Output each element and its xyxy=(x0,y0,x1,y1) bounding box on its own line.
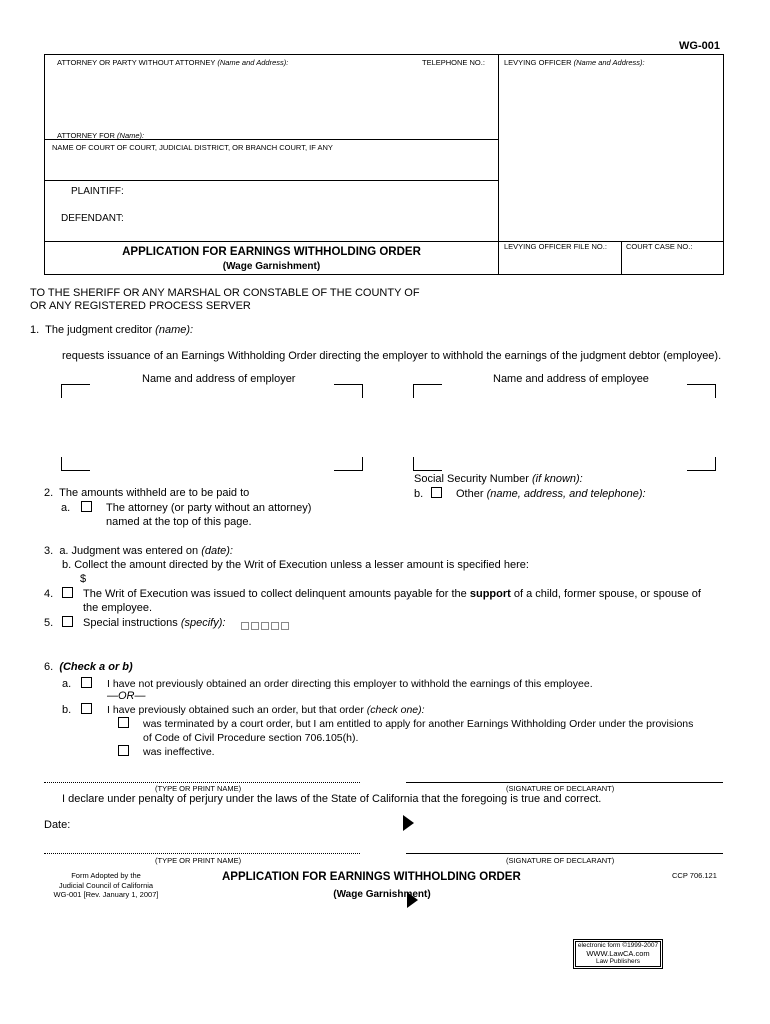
caption-title: APPLICATION FOR EARNINGS WITHHOLDING ORDER xyxy=(122,246,421,258)
item6b2-checkbox[interactable] xyxy=(118,745,129,756)
employer-address-field[interactable] xyxy=(66,390,358,465)
item5-checkbox[interactable] xyxy=(62,616,73,627)
eform-badge xyxy=(573,939,663,969)
court-case-label: COURT CASE NO.: xyxy=(626,242,693,251)
plaintiff-label: PLAINTIFF: xyxy=(71,186,124,197)
item6a-checkbox[interactable] xyxy=(81,677,92,688)
item4-checkbox[interactable] xyxy=(62,587,73,598)
item6b1-line1: was terminated by a court order, but I am entitled to apply for another Earnings Withholding Order under the provisions xyxy=(143,718,694,730)
levying-officer-label: LEVYING OFFICER (Name and Address): xyxy=(504,58,645,67)
or-separator: —OR— xyxy=(107,690,146,702)
item6a-letter: a. xyxy=(62,678,72,690)
item4-line2: the employee. xyxy=(83,602,153,614)
item3a: 3. a. Judgment was entered on (date): xyxy=(44,545,233,557)
item2a-line1: The attorney (or party without an attorney) xyxy=(106,502,312,514)
name-line-1[interactable] xyxy=(44,782,360,783)
item2b-checkbox[interactable] xyxy=(431,487,442,498)
item5-num: 5. xyxy=(44,617,54,629)
item1: 1. The judgment creditor (name): xyxy=(30,324,194,336)
item2: 2. The amounts withheld are to be paid to xyxy=(44,487,250,499)
arrow-icon xyxy=(403,815,414,831)
type-print-name-2: (TYPE OR PRINT NAME) xyxy=(155,856,242,865)
signature-declarant-1: (SIGNATURE OF DECLARANT) xyxy=(506,784,615,793)
to-sheriff-line1: TO THE SHERIFF OR ANY MARSHAL OR CONSTABLE OF THE COUNTY OF xyxy=(30,287,420,299)
arrow-icon xyxy=(407,892,418,908)
caption-subtitle: (Wage Garnishment) xyxy=(222,261,321,272)
amount-dollar: $ xyxy=(80,573,87,585)
item4-text: The Writ of Execution was issued to collect delinquent amounts payable for the support of a child, former spouse, or spouse of xyxy=(83,588,701,600)
footer-subtitle: (Wage Garnishment) xyxy=(333,889,431,900)
form-number: WG-001 xyxy=(679,40,720,52)
eform-line3: Law Publishers xyxy=(595,958,641,965)
item2b-letter: b. xyxy=(414,488,424,500)
item6b-checkbox[interactable] xyxy=(81,703,92,714)
signature-line-1[interactable] xyxy=(406,782,723,783)
special-instructions-field[interactable] xyxy=(241,617,291,635)
requests-text: requests issuance of an Earnings Withholding Order directing the employer to withhold the earnings of the judgment debtor (employee). xyxy=(62,350,722,362)
code-citation: CCP 706.121 xyxy=(672,871,717,880)
employer-heading: Name and address of employer xyxy=(142,373,296,385)
adoption-note: Form Adopted by the Judicial Council of California WG-001 [Rev. January 1, 2007] xyxy=(53,871,159,899)
defendant-label: DEFENDANT: xyxy=(61,213,124,224)
date-label: Date: xyxy=(44,819,71,831)
item2b-text: Other (name, address, and telephone): xyxy=(456,488,646,500)
declaration-text: I declare under penalty of perjury under the laws of the State of California that the foregoing is true and correct. xyxy=(62,793,602,805)
item4-num: 4. xyxy=(44,588,54,600)
item2a-line2: named at the top of this page. xyxy=(106,516,252,528)
footer-title: APPLICATION FOR EARNINGS WITHHOLDING ORDER xyxy=(222,871,521,883)
attorney-label: ATTORNEY OR PARTY WITHOUT ATTORNEY (Name and Address): xyxy=(57,58,289,67)
signature-declarant-2: (SIGNATURE OF DECLARANT) xyxy=(506,856,615,865)
item2a-letter: a. xyxy=(61,502,71,514)
employee-heading: Name and address of employee xyxy=(493,373,649,385)
name-line-2[interactable] xyxy=(44,853,360,854)
item5-text: Special instructions (specify): xyxy=(83,617,226,629)
type-print-name-1: (TYPE OR PRINT NAME) xyxy=(155,784,242,793)
item6b1-line2: of Code of Civil Procedure section 706.105(h). xyxy=(143,732,359,744)
employee-address-field[interactable] xyxy=(418,390,710,465)
signature-line-2[interactable] xyxy=(406,853,723,854)
attorney-for-label: ATTORNEY FOR (Name): xyxy=(57,131,145,140)
eform-line1: electronic form ©1999-2007 xyxy=(577,942,659,949)
levying-file-label: LEVYING OFFICER FILE NO.: xyxy=(504,242,607,251)
item6a-text: I have not previously obtained an order directing this employer to withhold the earnings of this employee. xyxy=(107,678,593,690)
item6b1-checkbox[interactable] xyxy=(118,717,129,728)
item6b2-text: was ineffective. xyxy=(143,746,215,758)
telephone-label: TELEPHONE NO.: xyxy=(422,58,485,67)
ssn-label: Social Security Number (if known): xyxy=(414,473,583,485)
item2a-checkbox[interactable] xyxy=(81,501,92,512)
item6b-text: I have previously obtained such an order, but that order (check one): xyxy=(107,704,425,716)
item6-heading: 6. (Check a or b) xyxy=(44,661,133,673)
court-name-label: NAME OF COURT OF COURT, JUDICIAL DISTRICT, OR BRANCH COURT, IF ANY xyxy=(52,143,333,152)
item3b: b. Collect the amount directed by the Writ of Execution unless a lesser amount is specified here: xyxy=(62,559,529,571)
eform-line2: WWW.LawCA.com xyxy=(586,949,650,958)
item6b-letter: b. xyxy=(62,704,72,716)
attorney-address-field[interactable] xyxy=(50,70,490,125)
to-sheriff-line2: OR ANY REGISTERED PROCESS SERVER xyxy=(30,300,251,312)
